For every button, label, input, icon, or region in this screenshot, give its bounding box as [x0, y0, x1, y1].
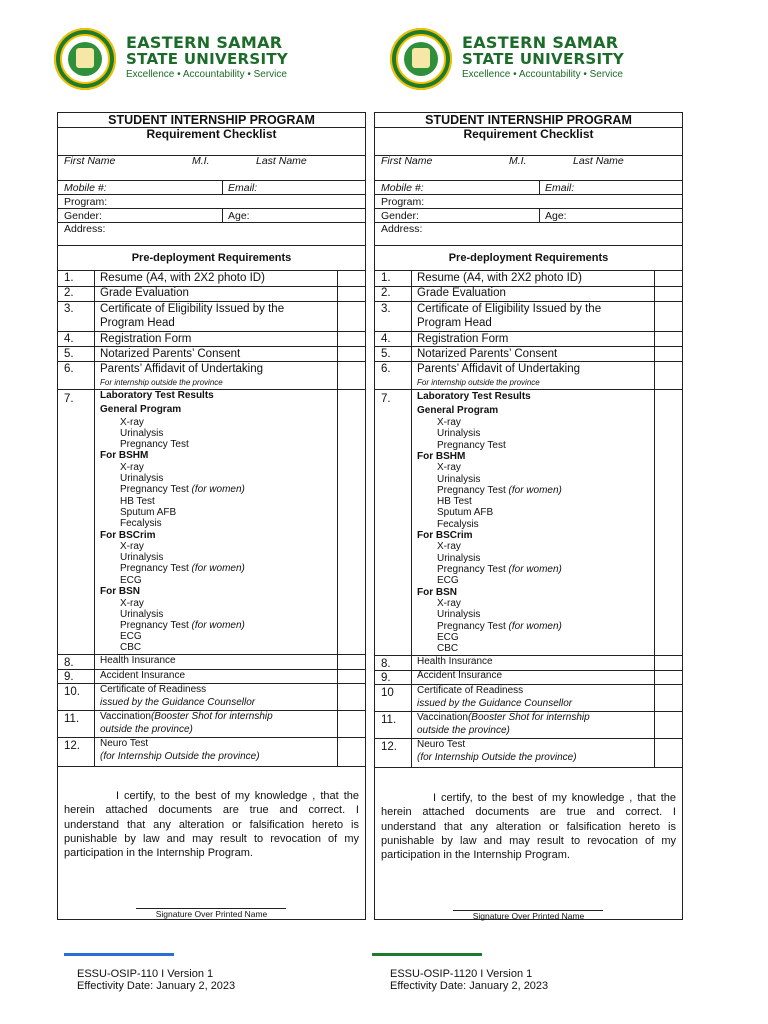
- item-certificate-eligibility: Certificate of Eligibility Issued by the: [417, 303, 602, 315]
- university-seal-icon: [390, 28, 452, 90]
- section-title: Pre-deployment Requirements: [448, 252, 609, 264]
- item-parents-affidavit-note: For internship outside the province: [100, 378, 223, 387]
- footer-doc-code-left: ESSU-OSIP-110 I Version 1: [77, 968, 214, 980]
- item-parents-affidavit: Parents’ Affidavit of Undertaking: [100, 363, 264, 375]
- item-certificate-readiness-note: issued by the Guidance Counsellor: [100, 697, 256, 708]
- lab-title: Laboratory Test Results: [100, 390, 214, 401]
- item-registration-form: Registration Form: [417, 333, 509, 345]
- mi-label: M.I.: [509, 155, 527, 167]
- item-vaccination-note: outside the province): [417, 725, 510, 736]
- item-neuro-test-note: (for Internship Outside the province): [417, 752, 577, 763]
- program-label: Program:: [64, 196, 108, 208]
- signature-label: Signature Over Printed Name: [155, 909, 268, 919]
- program-label: Program:: [381, 196, 425, 208]
- age-label: Age:: [545, 210, 567, 222]
- form-title: STUDENT INTERNSHIP PROGRAM: [108, 113, 315, 127]
- certification-text: I certify, to the best of my knowledge , that the herein attached documents are true and correct. I understand that any alteration or falsification hereto is punishable by law and may result to revocation of my participation in the Internship Program.: [381, 792, 676, 862]
- item-accident-insurance: Accident Insurance: [100, 670, 186, 681]
- item-neuro-test: Neuro Test: [100, 738, 149, 749]
- lab-bsn-head: For BSN: [100, 586, 140, 597]
- gender-label: Gender:: [64, 210, 102, 222]
- email-label: Email:: [545, 182, 575, 194]
- item-certificate-readiness: Certificate of Readiness: [100, 684, 207, 695]
- form-title: STUDENT INTERNSHIP PROGRAM: [425, 113, 632, 127]
- lab-bshm-head: For BSHM: [100, 450, 149, 461]
- university-name: EASTERN SAMAR STATE UNIVERSITY: [462, 33, 625, 68]
- item-health-insurance: Health Insurance: [100, 655, 176, 666]
- item-grade-evaluation: Grade Evaluation: [100, 287, 189, 299]
- footer-accent-bar-left: [64, 953, 174, 956]
- item-certificate-eligibility-line2: Program Head: [100, 317, 175, 329]
- lab-bscrim-head: For BSCrim: [417, 530, 473, 541]
- university-motto: Excellence • Accountability • Service: [462, 69, 623, 80]
- footer-accent-bar-right: [372, 953, 482, 956]
- university-seal-icon: [54, 28, 116, 90]
- item-vaccination: Vaccination(Booster Shot for internship: [100, 711, 273, 722]
- item-vaccination: Vaccination(Booster Shot for internship: [417, 712, 590, 723]
- lab-bscrim-head: For BSCrim: [100, 530, 156, 541]
- checklist-form-left: STUDENT INTERNSHIP PROGRAM Requirement Checklist First Name M.I. Last Name Mobile #: Email: Program: Gender: Age: Address: Pre-deployment Requirements 1. Resume (A4, with 2X2 photo ID) 2. Grade Evaluation 3. Certificate of Eligibility Issued by the Program Head 4. Registration Form 5. Notarized Parents’ Consent 6. Parents’ Affidavit of Undertaking For internship outside the province 7. Laboratory Test Results General Program X-ray Urinalysis Pregnancy Test For BSHM X-ray Urinalysis Pregnancy Test (for women) HB Test Sputum AFB Fecalysis For BSCrim X-ray Urinalysis Pregnancy Test (for women) ECG For BSN X-ray Urinalysis Pregnancy Test (for women) ECG CBC 8. Health Insurance 9. Accident Insurance 10. Certificate of Readiness issued by the Guidance Counsellor 11. Vaccination(Booster Shot for internship outside the province) 12. Neuro Test (for Internship Outside the province) I certify, to the best of my knowledge , that the herein attached documents are true and correct. I understand that any alteration or falsification hereto is punishable by law and may result to revocation of my participation in the Internship Program. Signature Over Printed Name: [57, 112, 366, 920]
- university-name: EASTERN SAMAR STATE UNIVERSITY: [126, 33, 289, 68]
- mobile-label: Mobile #:: [381, 182, 424, 194]
- item-neuro-test: Neuro Test: [417, 739, 466, 750]
- last-name-label: Last Name: [256, 155, 307, 167]
- address-label: Address:: [64, 223, 106, 235]
- item-resume: Resume (A4, with 2X2 photo ID): [100, 272, 265, 284]
- last-name-label: Last Name: [573, 155, 624, 167]
- address-label: Address:: [381, 223, 423, 235]
- item-parents-affidavit-note: For internship outside the province: [417, 378, 540, 387]
- gender-label: Gender:: [381, 210, 419, 222]
- signature-label: Signature Over Printed Name: [472, 911, 585, 921]
- item-neuro-test-note: (for Internship Outside the province): [100, 751, 260, 762]
- first-name-label: First Name: [381, 155, 433, 167]
- item-vaccination-note: outside the province): [100, 724, 193, 735]
- form-subtitle: Requirement Checklist: [146, 127, 277, 141]
- form-subtitle: Requirement Checklist: [463, 127, 594, 141]
- footer-effectivity-right: Effectivity Date: January 2, 2023: [390, 980, 549, 992]
- item-grade-evaluation: Grade Evaluation: [417, 287, 506, 299]
- lab-title: Laboratory Test Results: [417, 391, 531, 402]
- mobile-label: Mobile #:: [64, 182, 107, 194]
- item-parents-affidavit: Parents’ Affidavit of Undertaking: [417, 363, 581, 375]
- checklist-form-right: STUDENT INTERNSHIP PROGRAM Requirement Checklist First Name M.I. Last Name Mobile #: Email: Program: Gender: Age: Address: Pre-deployment Requirements 1. Resume (A4, with 2X2 photo ID) 2. Grade Evaluation 3. Certificate of Eligibility Issued by the Program Head 4. Registration Form 5. Notarized Parents’ Consent 6. Parents’ Affidavit of Undertaking For internship outside the province 7. Laboratory Test Results General Program X-ray Urinalysis Pregnancy Test For BSHM X-ray Urinalysis Pregnancy Test (for women) HB Test Sputum AFB Fecalysis For BSCrim X-ray Urinalysis Pregnancy Test (for women) ECG For BSN X-ray Urinalysis Pregnancy Test (for women) ECG CBC 8. Health Insurance 9. Accident Insurance 10 Certificate of Readiness issued by the Guidance Counsellor 11. Vaccination(Booster Shot for internship outside the province) 12. Neuro Test (for Internship Outside the province) I certify, to the best of my knowledge , that the herein attached documents are true and correct. I understand that any alteration or falsification hereto is punishable by law and may result to revocation of my participation in the Internship Program. Signature Over Printed Name: [374, 112, 683, 920]
- section-title: Pre-deployment Requirements: [131, 252, 292, 264]
- first-name-label: First Name: [64, 155, 116, 167]
- lab-bsn-head: For BSN: [417, 587, 457, 598]
- lab-general-head: General Program: [100, 404, 182, 415]
- item-accident-insurance: Accident Insurance: [417, 670, 503, 681]
- item-certificate-readiness: Certificate of Readiness: [417, 685, 524, 696]
- lab-general-head: General Program: [417, 405, 499, 416]
- item-certificate-eligibility-line2: Program Head: [417, 317, 492, 329]
- item-parents-consent: Notarized Parents’ Consent: [417, 348, 558, 360]
- certification-text: I certify, to the best of my knowledge , that the herein attached documents are true and correct. I understand that any alteration or falsification hereto is punishable by law and may result to revocation of my participation in the Internship Program.: [64, 790, 359, 860]
- item-parents-consent: Notarized Parents’ Consent: [100, 348, 241, 360]
- item-certificate-readiness-note: issued by the Guidance Counsellor: [417, 698, 573, 709]
- university-motto: Excellence • Accountability • Service: [126, 69, 287, 80]
- item-resume: Resume (A4, with 2X2 photo ID): [417, 272, 582, 284]
- lab-bshm-head: For BSHM: [417, 451, 466, 462]
- footer-effectivity-left: Effectivity Date: January 2, 2023: [77, 980, 236, 992]
- email-label: Email:: [228, 182, 258, 194]
- item-health-insurance: Health Insurance: [417, 656, 493, 667]
- footer-doc-code-right: ESSU-OSIP-1120 I Version 1: [390, 968, 533, 980]
- age-label: Age:: [228, 210, 250, 222]
- item-registration-form: Registration Form: [100, 333, 192, 345]
- mi-label: M.I.: [192, 155, 210, 167]
- item-certificate-eligibility: Certificate of Eligibility Issued by the: [100, 303, 285, 315]
